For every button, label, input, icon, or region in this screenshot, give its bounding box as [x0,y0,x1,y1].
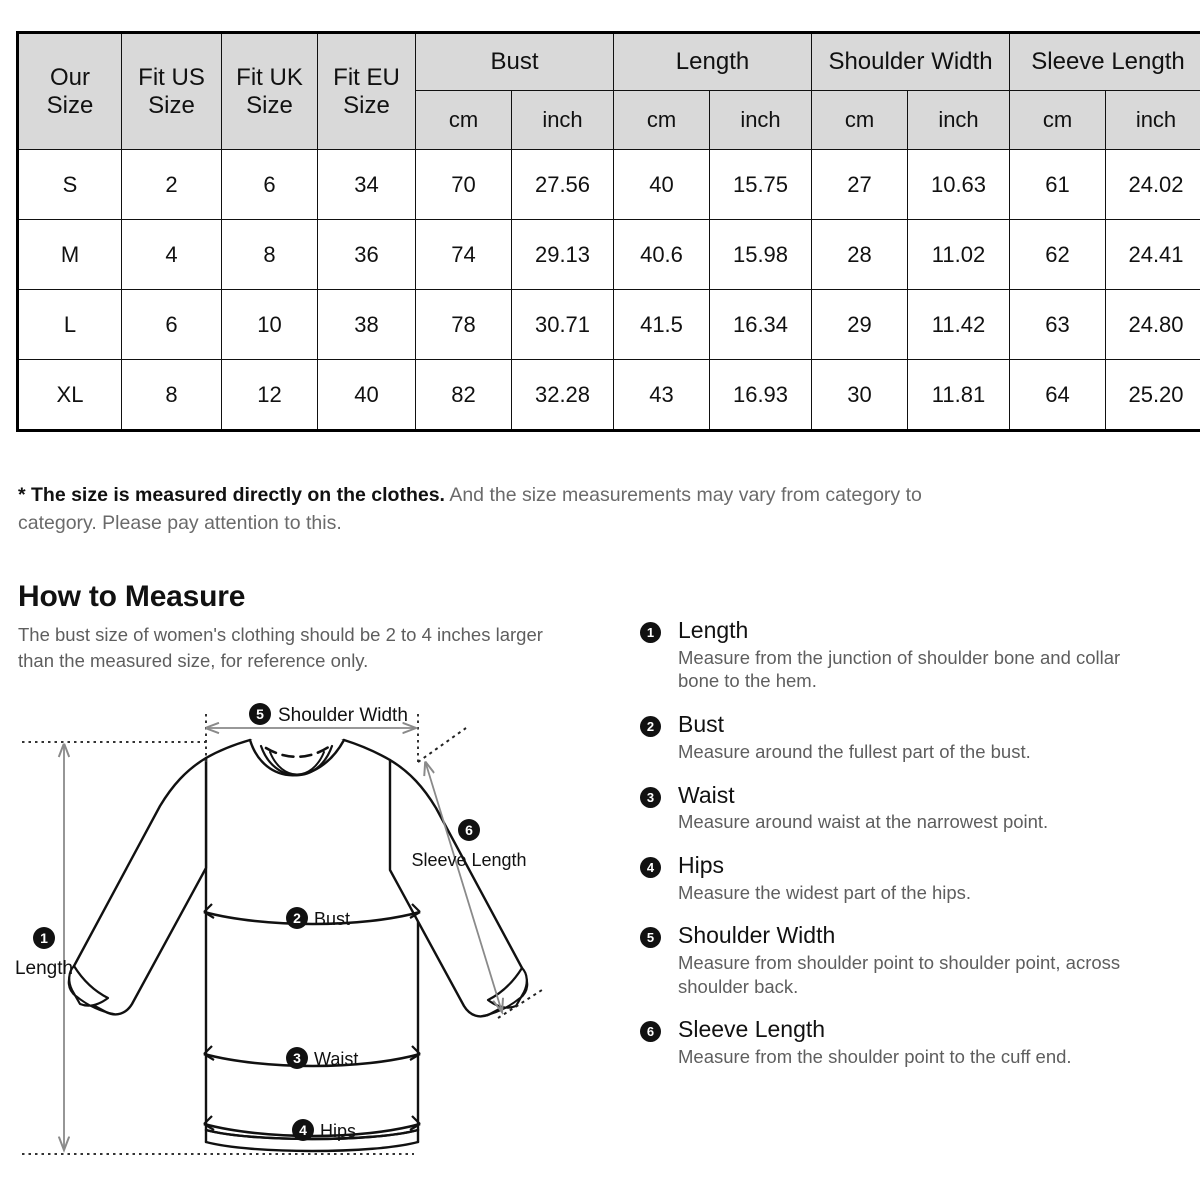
cell-sleeve-cm: 64 [1010,360,1106,431]
unit-header-shoulder-inch: inch [908,91,1010,150]
cell-shoulder-cm: 27 [812,150,908,220]
column-group-header-length: Length [614,33,812,91]
sleeve-length-badge-number: 6 [465,822,473,838]
cell-our-size: M [18,220,122,290]
cell-fit-eu: 40 [318,360,416,431]
cell-shoulder-cm: 28 [812,220,908,290]
measure-item-title-hips: Hips [678,851,725,878]
unit-header-sleeve-inch: inch [1106,91,1200,150]
length-diagram-label: Length [14,958,74,979]
cell-length-inch: 16.34 [710,290,812,360]
measure-item-title-shoulder-width: Shoulder Width [678,922,836,949]
cell-fit-us: 2 [122,150,222,220]
cell-shoulder-inch: 11.81 [908,360,1010,431]
cell-length-cm: 43 [614,360,710,431]
cell-shoulder-inch: 11.02 [908,220,1010,290]
size-chart-table-container [16,31,1184,432]
badge-1-icon: 1 [640,622,661,643]
badge-4-icon: 4 [640,857,661,878]
column-header-fit-us-size [122,33,222,150]
badge-2-icon: 2 [640,716,661,737]
cell-bust-inch: 30.71 [512,290,614,360]
table-body [18,150,1200,431]
measure-item-title-bust: Bust [678,711,725,738]
measure-item-desc-sleeve-length: Measure from the shoulder point to the cuff end. [678,1046,1072,1068]
cell-length-inch: 15.98 [710,220,812,290]
column-header-our-size [18,33,122,150]
list-item [640,618,1188,693]
cell-length-cm: 40 [614,150,710,220]
list-item [640,853,1188,904]
cell-fit-us: 6 [122,290,222,360]
list-item [640,712,1188,763]
fit-uk-line1: Fit UK [236,64,303,92]
cell-sleeve-inch: 25.20 [1106,360,1200,431]
badge-6-icon: 6 [640,1021,661,1042]
cell-fit-eu: 34 [318,150,416,220]
fit-us-line2: Size [148,91,195,119]
column-header-fit-eu-size [318,33,416,150]
measure-item-title-length: Length [678,617,749,643]
column-group-header-shoulder-width: Shoulder Width [812,33,1010,91]
note-bold-text: * The size is measured directly on the clothes. [18,484,445,506]
unit-header-sleeve-cm: cm [1010,91,1106,150]
cell-bust-inch: 27.56 [512,150,614,220]
fit-us-line1: Fit US [138,64,205,92]
cell-shoulder-inch: 11.42 [908,290,1010,360]
cell-sleeve-inch: 24.80 [1106,290,1200,360]
table-row [18,290,1200,360]
shoulder-width-badge-number: 5 [256,706,264,722]
cell-our-size: S [18,150,122,220]
cell-our-size: XL [18,360,122,431]
cell-length-inch: 16.93 [710,360,812,431]
cell-fit-uk: 10 [222,290,318,360]
cell-shoulder-cm: 30 [812,360,908,431]
unit-header-shoulder-cm: cm [812,91,908,150]
waist-diagram-label: Waist [314,1049,359,1069]
cell-shoulder-inch: 10.63 [908,150,1010,220]
measure-item-desc-waist: Measure around waist at the narrowest point. [678,811,1049,833]
unit-header-length-inch: inch [710,91,812,150]
cell-bust-inch: 32.28 [512,360,614,431]
shoulder-width-diagram-label: Shoulder Width [278,705,408,726]
badge-3-icon: 3 [640,787,661,808]
cell-sleeve-cm: 63 [1010,290,1106,360]
cell-sleeve-inch: 24.41 [1106,220,1200,290]
measure-item-desc-hips: Measure the widest part of the hips. [678,881,972,903]
measure-item-desc-length: Measure from the junction of shoulder bone and collar bone to the hem. [678,646,1121,692]
badge-5-icon: 5 [640,927,661,948]
unit-header-bust-cm: cm [416,91,512,150]
cell-sleeve-cm: 62 [1010,220,1106,290]
unit-header-bust-inch: inch [512,91,614,150]
table-header-row-groups [18,33,1200,91]
fit-uk-line2: Size [246,91,293,119]
bust-diagram-label: Bust [314,909,351,929]
measure-item-title-sleeve-length: Sleeve Length [678,1016,826,1043]
cell-fit-uk: 6 [222,150,318,220]
size-chart-table [16,31,1200,432]
measure-item-desc-bust: Measure around the fullest part of the bust. [678,740,1031,762]
cell-sleeve-inch: 24.02 [1106,150,1200,220]
cell-bust-cm: 78 [416,290,512,360]
cell-fit-us: 8 [122,360,222,431]
waist-badge-number: 3 [293,1050,301,1066]
cell-bust-cm: 70 [416,150,512,220]
cell-fit-eu: 38 [318,290,416,360]
size-measurement-note [18,481,938,537]
our-size-line1: Our [49,64,90,92]
cell-fit-eu: 36 [318,220,416,290]
cell-fit-us: 4 [122,220,222,290]
measure-item-desc-shoulder-width: Measure from shoulder point to shoulder point, across shoulder back. [678,952,1121,997]
hips-badge-number: 4 [299,1122,307,1138]
table-header [18,33,1200,150]
measure-item-title-waist: Waist [678,781,735,808]
unit-header-length-cm: cm [614,91,710,150]
sleeve-length-diagram-label: Sleeve Length [411,850,527,870]
note-rest-text: And the size measurements may vary from category to category. Please pay attention to this. [18,484,922,535]
fit-eu-line2: Size [343,91,390,119]
how-to-measure-subtitle: The bust size of women's clothing should be 2 to 4 inches larger than the measured size, for reference only. [18,624,543,672]
cell-sleeve-cm: 61 [1010,150,1106,220]
cell-fit-uk: 12 [222,360,318,431]
garment-illustration [69,740,527,1151]
cell-length-cm: 40.6 [614,220,710,290]
list-item [640,923,1188,998]
fit-eu-line1: Fit EU [333,64,400,92]
table-row [18,150,1200,220]
column-group-header-sleeve-length: Sleeve Length [1010,33,1200,91]
cell-bust-inch: 29.13 [512,220,614,290]
cell-fit-uk: 8 [222,220,318,290]
cell-shoulder-cm: 29 [812,290,908,360]
our-size-line2: Size [46,91,94,119]
measurement-instructions-list [640,618,1188,1088]
cell-our-size: L [18,290,122,360]
cell-length-cm: 41.5 [614,290,710,360]
table-row [18,220,1200,290]
length-badge-number: 1 [40,930,48,946]
list-item [640,1017,1188,1068]
list-item [640,783,1188,834]
table-row [18,360,1200,431]
column-group-header-bust: Bust [416,33,614,91]
hips-diagram-label: Hips [320,1121,357,1141]
cell-length-inch: 15.75 [710,150,812,220]
bust-badge-number: 2 [293,910,301,926]
garment-measurement-diagram [14,690,634,1180]
column-header-fit-uk-size [222,33,318,150]
cell-bust-cm: 74 [416,220,512,290]
cell-bust-cm: 82 [416,360,512,431]
how-to-measure-title: How to Measure [18,580,246,613]
